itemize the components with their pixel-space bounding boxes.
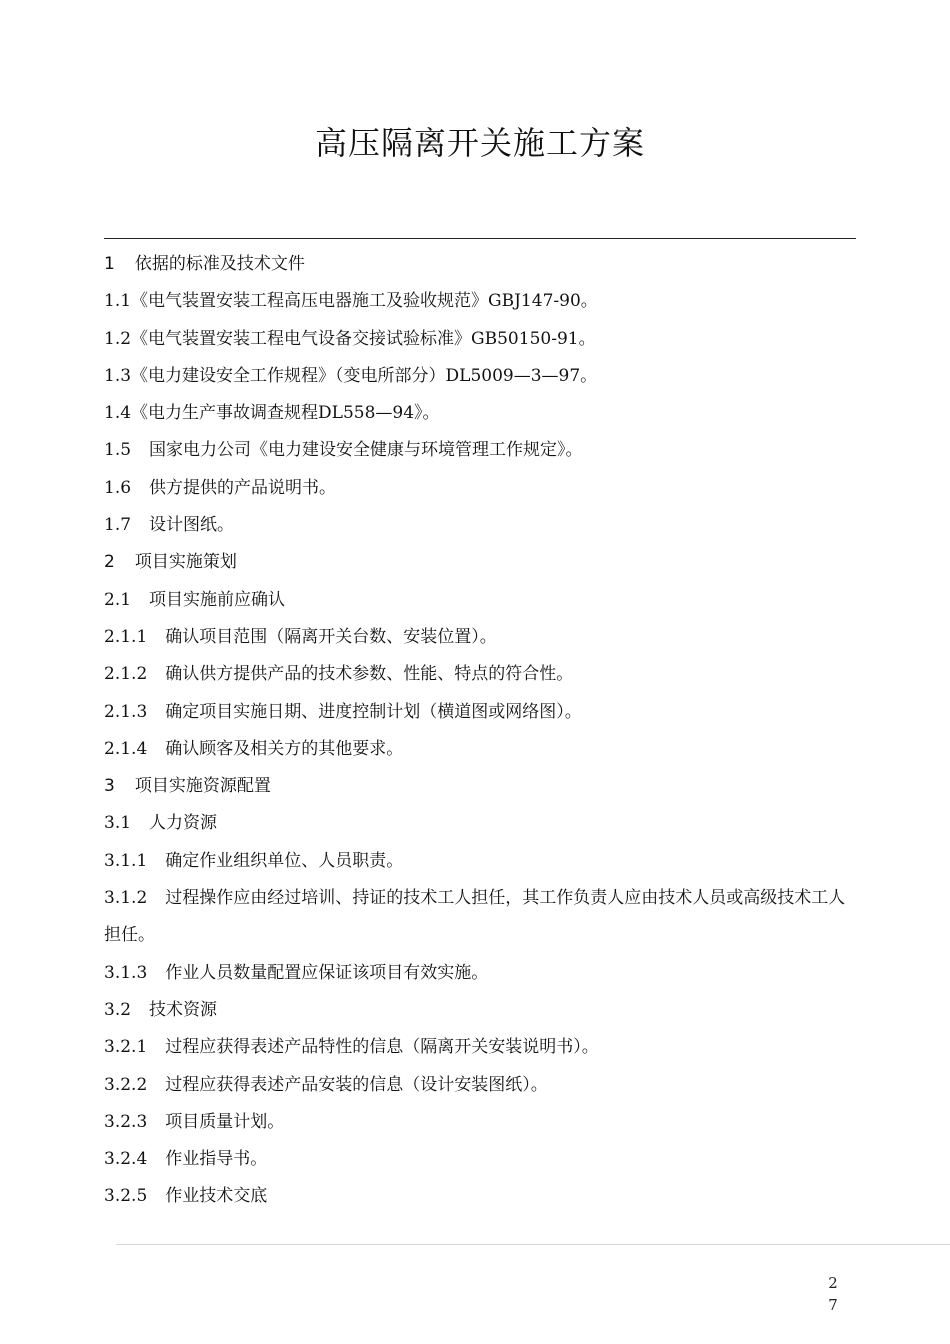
item-number: 1.7 <box>104 515 132 536</box>
list-item <box>104 321 856 358</box>
page-number: 27 <box>828 1274 838 1314</box>
item-text: 确定作业组织单位、人员职责。 <box>165 850 404 871</box>
item-number: 1.3 <box>104 365 132 386</box>
list-item <box>104 1067 856 1104</box>
item-text: 《电气装置安装工程高压电器施工及验收规范》GBJ147-90。 <box>131 291 598 312</box>
item-number: 2.1 <box>104 589 132 610</box>
item-number: 3.2 <box>104 999 132 1020</box>
item-text: 设计图纸。 <box>149 515 235 536</box>
list-item <box>104 880 856 955</box>
item-number: 1.5 <box>104 440 132 461</box>
item-text: 确定项目实施日期、进度控制计划（横道图或网络图）。 <box>165 701 582 722</box>
item-number: 3.1.1 <box>104 850 148 871</box>
item-number: 3.2.2 <box>104 1074 148 1095</box>
list-item <box>104 843 856 880</box>
item-text: 国家电力公司《电力建设安全健康与环境管理工作规定》。 <box>149 440 583 461</box>
item-number: 2.1.4 <box>104 738 148 759</box>
title-divider <box>104 238 856 239</box>
item-text: 供方提供的产品说明书。 <box>149 477 337 498</box>
item-text: 作业指导书。 <box>165 1149 268 1170</box>
item-text: 过程应获得表述产品安装的信息（设计安装图纸）。 <box>165 1074 548 1095</box>
item-text: 确认项目范围（隔离开关台数、安装位置）。 <box>165 626 497 647</box>
list-item <box>104 619 856 656</box>
list-item <box>104 283 856 320</box>
item-text: 《电气装置安装工程电气设备交接试验标准》GB50150-91。 <box>131 328 596 349</box>
item-text: 作业技术交底 <box>165 1186 268 1207</box>
item-text: 项目质量计划。 <box>165 1111 285 1132</box>
item-number: 3.2.4 <box>104 1149 148 1170</box>
list-item <box>104 358 856 395</box>
list-item <box>104 470 856 507</box>
item-number: 3.1 <box>104 813 132 834</box>
document-body <box>104 246 856 1216</box>
item-number: 2 <box>104 552 115 573</box>
list-item <box>104 582 856 619</box>
list-item <box>104 694 856 731</box>
list-item <box>104 805 856 842</box>
list-item <box>104 955 856 992</box>
item-number: 2.1.2 <box>104 664 148 685</box>
item-text: 依据的标准及技术文件 <box>134 254 305 274</box>
list-item <box>104 656 856 693</box>
item-text: 项目实施策划 <box>134 552 237 573</box>
footer-divider <box>116 1244 950 1245</box>
page-title: 高压隔离开关施工方案 <box>314 124 645 162</box>
item-text: 过程操作应由经过培训、持证的技术工人担任，其工作负责人应由技术人员或高级技术工人担任。 <box>104 888 846 946</box>
item-number: 2.1.1 <box>104 626 148 647</box>
list-item <box>104 1104 856 1141</box>
item-number: 1.6 <box>104 477 132 498</box>
item-text: 项目实施资源配置 <box>134 776 271 797</box>
item-number: 3.2.5 <box>104 1186 148 1207</box>
section-heading <box>104 768 856 805</box>
item-number: 1 <box>104 254 115 274</box>
item-text: 过程应获得表述产品特性的信息（隔离开关安装说明书）。 <box>165 1037 599 1058</box>
section-heading <box>104 246 856 283</box>
list-item <box>104 432 856 469</box>
list-item <box>104 507 856 544</box>
item-number: 1.2 <box>104 328 132 349</box>
item-text: 项目实施前应确认 <box>149 589 286 610</box>
item-number: 3 <box>104 776 115 797</box>
list-item <box>104 1029 856 1066</box>
item-text: 《电力生产事故调查规程DL558—94》。 <box>131 403 440 424</box>
item-text: 确认供方提供产品的技术参数、性能、特点的符合性。 <box>165 664 574 685</box>
list-item <box>104 1178 856 1215</box>
item-number: 1.4 <box>104 403 132 424</box>
list-item <box>104 395 856 432</box>
item-number: 3.1.3 <box>104 962 148 983</box>
item-text: 《电力建设安全工作规程》（变电所部分）DL5009—3—97。 <box>131 365 598 386</box>
list-item <box>104 992 856 1029</box>
section-heading <box>104 544 856 581</box>
item-number: 3.2.3 <box>104 1111 148 1132</box>
list-item <box>104 1141 856 1178</box>
item-text: 作业人员数量配置应保证该项目有效实施。 <box>165 962 489 983</box>
item-number: 3.1.2 <box>104 888 148 909</box>
item-text: 技术资源 <box>149 999 218 1020</box>
item-number: 1.1 <box>104 291 132 312</box>
item-text: 人力资源 <box>149 813 218 834</box>
item-text: 确认顾客及相关方的其他要求。 <box>165 738 404 759</box>
list-item <box>104 731 856 768</box>
item-number: 3.2.1 <box>104 1037 148 1058</box>
item-number: 2.1.3 <box>104 701 148 722</box>
